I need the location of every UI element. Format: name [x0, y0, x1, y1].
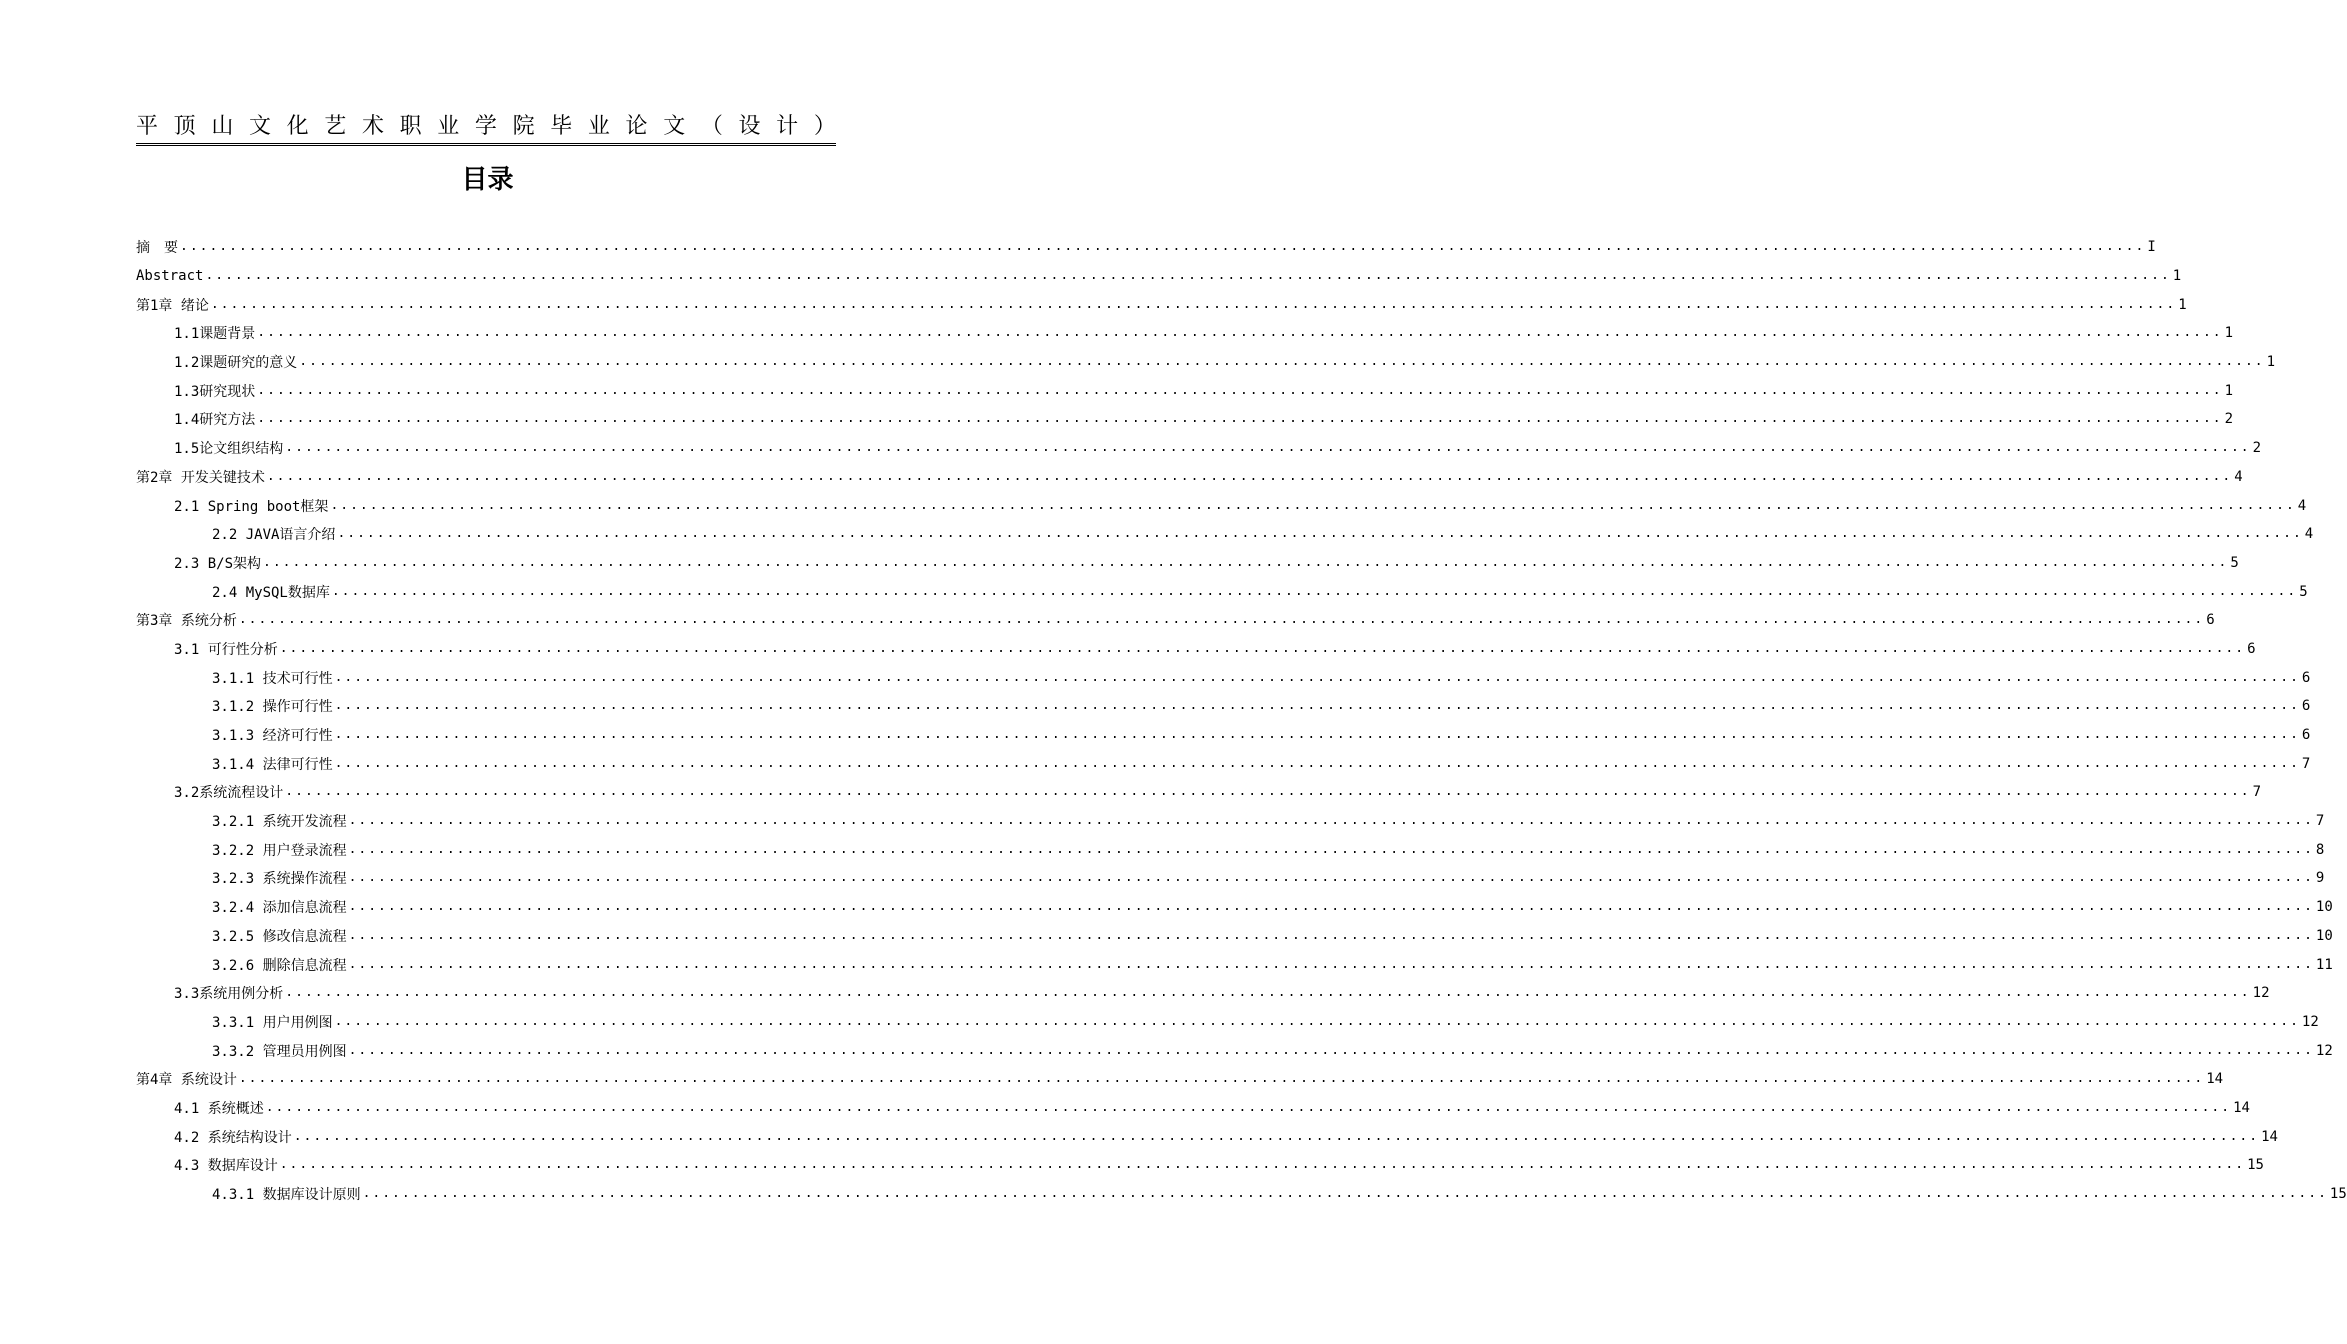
toc-leader-dots: ........................................................................................................................................................................................................ — [210, 296, 2177, 312]
toc-entry-title: 2.3 B/S架构 — [174, 555, 262, 572]
toc-entry[interactable] — [0, 721, 2311, 750]
toc-entry[interactable] — [0, 1036, 2333, 1065]
header-char: 计 — [776, 114, 799, 139]
header-char: 文 — [248, 114, 271, 139]
toc-entry[interactable] — [0, 778, 2262, 807]
toc-entry-title: 3.3系统用例分析 — [174, 986, 284, 1003]
header-char: 设 — [738, 114, 761, 139]
toc-entry-title: 4.3.1 数据库设计原则 — [212, 1187, 361, 1204]
toc-entry[interactable] — [0, 290, 2187, 319]
toc-entry[interactable] — [0, 979, 2270, 1008]
toc-leader-dots: ........................................................................................................................................................................................................ — [334, 727, 2300, 743]
toc-leader-dots: ........................................................................................................................................................................................................ — [293, 1128, 2260, 1144]
toc-entry[interactable] — [0, 577, 2308, 606]
toc-entry-title: 3.2系统流程设计 — [174, 785, 284, 802]
toc-entry[interactable] — [0, 1094, 2250, 1123]
toc-page-number: 2 — [2224, 411, 2234, 428]
toc-entry-title: 第1章 绪论 — [136, 297, 209, 314]
toc-page-number: I — [2147, 239, 2156, 256]
toc-leader-dots: ........................................................................................................................................................................................................ — [238, 1071, 2205, 1087]
toc-entry-title: 第3章 系统分析 — [136, 613, 237, 630]
header-char: 院 — [512, 114, 535, 139]
toc-leader-dots: ........................................................................................................................................................................................................ — [348, 927, 2314, 943]
toc-entry-title: 3.1.4 法律可行性 — [212, 756, 333, 773]
toc-page-number: 7 — [2252, 784, 2262, 801]
toc-leader-dots: ........................................................................................................................................................................................................ — [334, 755, 2300, 771]
toc-leader-dots: ........................................................................................................................................................................................................ — [348, 956, 2314, 972]
toc-leader-dots: ........................................................................................................................................................................................................ — [257, 325, 2223, 341]
toc-entry[interactable] — [0, 319, 2234, 348]
toc-leader-dots: ........................................................................................................................................................................................................ — [331, 583, 2298, 599]
header-char: 顶 — [173, 114, 196, 139]
toc-entry[interactable] — [0, 663, 2311, 692]
toc-page-number: 2 — [2252, 440, 2262, 457]
toc-page-number: 15 — [2329, 1186, 2347, 1203]
header-char: 业 — [437, 114, 460, 139]
toc-entry-title: 3.1.3 经济可行性 — [212, 728, 333, 745]
header-char: 业 — [587, 114, 610, 139]
toc-entry-title: 1.5论文组织结构 — [174, 441, 284, 458]
toc-entry[interactable] — [0, 864, 2325, 893]
toc-page-number: 6 — [2247, 640, 2256, 657]
toc-entry[interactable] — [0, 1180, 2347, 1209]
toc-leader-dots: ........................................................................................................................................................................................................ — [348, 813, 2314, 829]
toc-leader-dots: ........................................................................................................................................................................................................ — [330, 497, 2296, 513]
toc-entry-title: 3.3.1 用户用例图 — [212, 1014, 333, 1031]
toc-entry[interactable] — [0, 463, 2243, 492]
header-char: 山 — [211, 114, 234, 139]
toc-entry-title: 2.4 MySQL数据库 — [212, 584, 330, 601]
toc-leader-dots: ........................................................................................................................................................................................................ — [266, 468, 2233, 484]
toc-entry-title: 3.1 可行性分析 — [174, 641, 278, 658]
toc-page-number: 7 — [2301, 755, 2311, 772]
toc-entry-title: 1.4研究方法 — [174, 412, 256, 429]
toc-leader-dots: ........................................................................................................................................................................................................ — [285, 985, 2251, 1001]
toc-entry[interactable] — [0, 1151, 2264, 1180]
toc-leader-dots: ........................................................................................................................................................................................................ — [334, 698, 2300, 714]
toc-entry[interactable] — [0, 233, 2156, 262]
header-char: 学 — [474, 114, 497, 139]
toc-entry[interactable] — [0, 1122, 2278, 1151]
toc-entry-title: 4.3 数据库设计 — [174, 1158, 278, 1175]
toc-leader-dots: ........................................................................................................................................................................................................ — [257, 382, 2223, 398]
toc-page-number: 7 — [2315, 813, 2325, 830]
toc-page-number: 5 — [2230, 554, 2239, 571]
header-char: 化 — [286, 114, 309, 139]
toc-entry[interactable] — [0, 348, 2276, 377]
toc-entry-title: 3.1.2 操作可行性 — [212, 699, 333, 716]
toc-entry[interactable] — [0, 491, 2307, 520]
toc-entry[interactable] — [0, 434, 2262, 463]
toc-entry[interactable] — [0, 950, 2333, 979]
toc-entry[interactable] — [0, 520, 2314, 549]
toc-leader-dots: ........................................................................................................................................................................................................ — [238, 612, 2205, 628]
toc-entry[interactable] — [0, 835, 2325, 864]
toc-page-number: 4 — [2234, 468, 2243, 485]
toc-leader-dots: ........................................................................................................................................................................................................ — [299, 354, 2265, 370]
header-char: ） — [813, 114, 836, 139]
toc-leader-dots: ........................................................................................................................................................................................................ — [348, 841, 2314, 857]
header-char: 职 — [399, 114, 422, 139]
toc-page-number: 11 — [2315, 956, 2333, 973]
toc-page-number: 5 — [2299, 583, 2308, 600]
toc-leader-dots: ........................................................................................................................................................................................................ — [337, 526, 2303, 542]
toc-page-number: 1 — [2224, 382, 2234, 399]
toc-entry-title: 3.3.2 管理员用例图 — [212, 1043, 347, 1060]
toc-page-number: 1 — [2266, 354, 2276, 371]
toc-page-number: 12 — [2301, 1013, 2319, 1030]
toc-entry-title: 第4章 系统设计 — [136, 1072, 237, 1089]
toc-page-number: 6 — [2301, 727, 2311, 744]
toc-entry[interactable] — [0, 807, 2325, 836]
toc-entry[interactable] — [0, 922, 2333, 951]
toc-entry[interactable] — [0, 635, 2256, 664]
toc-entry[interactable] — [0, 376, 2234, 405]
toc-entry[interactable] — [0, 1008, 2319, 1037]
toc-leader-dots: ........................................................................................................................................................................................................ — [285, 440, 2251, 456]
toc-entry[interactable] — [0, 1065, 2224, 1094]
toc-entry[interactable] — [0, 549, 2239, 578]
toc-entry-title: 2.1 Spring boot框架 — [174, 498, 329, 515]
toc-leader-dots: ........................................................................................................................................................................................................ — [257, 411, 2223, 427]
toc-entry-title: 3.2.5 修改信息流程 — [212, 928, 347, 945]
table-of-contents — [0, 233, 2347, 1208]
toc-page-number: 15 — [2247, 1157, 2264, 1174]
toc-page-number: 6 — [2301, 669, 2311, 686]
toc-page-number: 6 — [2206, 612, 2215, 629]
header-char: 术 — [361, 114, 384, 139]
header-char: 艺 — [324, 114, 347, 139]
toc-leader-dots: ........................................................................................................................................................................................................ — [279, 640, 2246, 656]
header-char: 论 — [625, 114, 648, 139]
toc-page-number: 14 — [2261, 1128, 2278, 1145]
toc-entry-title: 3.2.1 系统开发流程 — [212, 814, 347, 831]
toc-entry-title: 1.3研究现状 — [174, 383, 256, 400]
toc-page-number: 4 — [2304, 526, 2314, 543]
toc-leader-dots: ........................................................................................................................................................................................................ — [279, 1157, 2246, 1173]
toc-entry[interactable] — [0, 692, 2311, 721]
header-char: （ — [700, 114, 723, 139]
toc-entry-title: 3.2.3 系统操作流程 — [212, 871, 347, 888]
toc-page-number: 14 — [2233, 1099, 2250, 1116]
toc-page-number: 14 — [2206, 1071, 2224, 1088]
toc-leader-dots: ........................................................................................................................................................................................................ — [265, 1099, 2232, 1115]
toc-entry[interactable] — [0, 749, 2311, 778]
toc-page-number: 12 — [2315, 1042, 2333, 1059]
toc-leader-dots: ........................................................................................................................................................................................................ — [348, 870, 2314, 886]
toc-entry[interactable] — [0, 893, 2333, 922]
toc-leader-dots: ........................................................................................................................................................................................................ — [285, 784, 2251, 800]
toc-entry-title: 1.1课题背景 — [174, 326, 256, 343]
toc-page-number: 9 — [2315, 870, 2325, 887]
page-title: 目录 — [461, 165, 514, 195]
document-header — [136, 112, 836, 146]
toc-leader-dots: ........................................................................................................................................................................................................ — [362, 1186, 2328, 1202]
toc-entry-title: 3.2.4 添加信息流程 — [212, 900, 347, 917]
toc-entry-title: 3.2.6 删除信息流程 — [212, 957, 347, 974]
toc-entry-title: 4.1 系统概述 — [174, 1100, 264, 1117]
toc-entry-title: 3.1.1 技术可行性 — [212, 670, 333, 687]
toc-page-number: 1 — [2178, 296, 2187, 313]
toc-leader-dots: ........................................................................................................................................................................................................ — [205, 268, 2171, 284]
header-char: 毕 — [550, 114, 573, 139]
toc-page-number: 12 — [2252, 985, 2270, 1002]
toc-page-number: 10 — [2315, 927, 2333, 944]
header-char: 文 — [663, 114, 686, 139]
toc-leader-dots: ........................................................................................................................................................................................................ — [348, 1042, 2314, 1058]
toc-entry[interactable] — [0, 262, 2182, 291]
toc-entry-title: 3.2.2 用户登录流程 — [212, 842, 347, 859]
toc-entry[interactable] — [0, 405, 2234, 434]
toc-leader-dots: ........................................................................................................................................................................................................ — [348, 899, 2314, 915]
toc-leader-dots: ........................................................................................................................................................................................................ — [180, 239, 2146, 255]
toc-entry[interactable] — [0, 606, 2215, 635]
toc-page-number: 1 — [2224, 325, 2234, 342]
toc-entry-title: 第2章 开发关键技术 — [136, 469, 265, 486]
toc-entry-title: 1.2课题研究的意义 — [174, 355, 298, 372]
toc-page-number: 10 — [2315, 899, 2333, 916]
toc-entry-title: 摘 要 — [136, 240, 178, 257]
toc-leader-dots: ........................................................................................................................................................................................................ — [334, 669, 2300, 685]
toc-entry-title: 4.2 系统结构设计 — [174, 1129, 292, 1146]
toc-page-number: 4 — [2297, 497, 2307, 514]
toc-leader-dots: ........................................................................................................................................................................................................ — [263, 554, 2229, 570]
toc-leader-dots: ........................................................................................................................................................................................................ — [334, 1013, 2300, 1029]
toc-page-number: 6 — [2301, 698, 2311, 715]
toc-entry-title: Abstract — [136, 268, 204, 285]
toc-page-number: 8 — [2315, 841, 2325, 858]
toc-page-number: 1 — [2172, 268, 2182, 285]
header-char: 平 — [136, 114, 159, 139]
toc-entry-title: 2.2 JAVA语言介绍 — [212, 527, 336, 544]
